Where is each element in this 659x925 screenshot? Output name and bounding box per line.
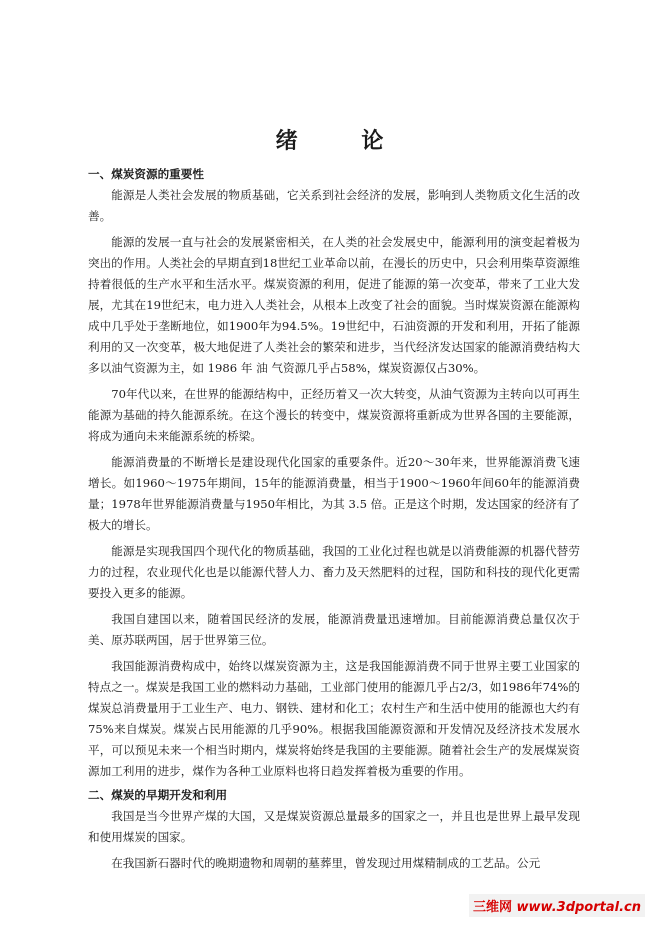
paragraph: 能源消费量的不断增长是建设现代化国家的重要条件。近20～30年来，世界能源消费飞速增长。如1960～1975年期间，15年的能源消费量，相当于1900～1960年间60年的能源消费量；1978年世界能源消费量与1950年相比，为其 3.5 倍。正是这个时期，发达国家的经济有了极大的增长。 — [88, 455, 580, 532]
page-title: 绪 论 — [275, 128, 412, 154]
watermark-cn: 三维网 — [472, 900, 512, 915]
paragraph: 我国能源消费构成中，始终以煤炭资源为主，这是我国能源消费不同于世界主要工业国家的特点之一。煤炭是我国工业的燃料动力基础，工业部门使用的能源几乎占2/3，如1986年74%的煤炭总消费量用于工业生产、电力、钢铁、建材和化工；农村生产和生活中使用的能源也大约有75%来自煤炭。煤炭占民用能源的几乎90%。根据我国能源资源和开发情况及经济技术发展水平，可以预见未来一个相当时期内，煤炭将始终是我国的主要能源。随着社会生产的发展煤炭资源加工利用的进步，煤作为各种工业原料也将日趋发挥着极为重要的作用。 — [88, 659, 580, 778]
section-heading: 一、煤炭资源的重要性 — [88, 167, 204, 181]
watermark-url: www.3dportal.cn — [516, 900, 641, 915]
paragraph: 70年代以来，在世界的能源结构中，正经历着又一次大转变，从油气资源为主转向以可再生能源为基础的持久能源系统。在这个漫长的转变中，煤炭资源将重新成为世界各国的主要能源，将成为通向未来能源系统的桥梁。 — [88, 387, 580, 443]
watermark — [469, 894, 645, 917]
section-heading: 二、煤炭的早期开发和利用 — [88, 788, 228, 802]
paragraph: 能源是实现我国四个现代化的物质基础，我国的工业化过程也就是以消费能源的机器代替劳力的过程，农业现代化也是以能源代替人力、畜力及天然肥料的过程，国防和科技的现代化更需要投入更多的能源。 — [88, 544, 580, 600]
paragraph: 我国是当今世界产煤的大国，又是煤炭资源总量最多的国家之一，并且也是世界上最早发现和使用煤炭的国家。 — [88, 809, 580, 844]
paragraph: 能源的发展一直与社会的发展紧密相关，在人类的社会发展史中，能源利用的演变起着极为突出的作用。人类社会的早期直到18世纪工业革命以前，在漫长的历史中，只会利用柴草资源维持着很低的生产水平和生活水平。煤炭资源的利用，促进了能源的第一次变革，带来了工业大发展，尤其在19世纪末，电力进入人类社会，从根本上改变了社会的面貌。当时煤炭资源在能源构成中几乎处于垄断地位，如1900年为94.5%。19世纪中，石油资源的开发和利用，开拓了能源利用的又一次变革，极大地促进了人类社会的繁荣和进步，当代经济发达国家的能源消费结构大多以油气资源为主，如 1986 年 油 气资源几乎占58%，煤炭资源仅占30%。 — [88, 235, 580, 375]
body-text — [88, 164, 580, 874]
paragraph: 我国自建国以来，随着国民经济的发展，能源消费量迅速增加。目前能源消费总量仅次于美、原苏联两国，居于世界第三位。 — [88, 612, 580, 647]
paragraph: 能源是人类社会发展的物质基础，它关系到社会经济的发展，影响到人类物质文化生活的改善。 — [88, 188, 580, 223]
paragraph: 在我国新石器时代的晚期遗物和周朝的墓葬里，曾发现过用煤精制成的工艺品。公元 — [111, 856, 541, 870]
